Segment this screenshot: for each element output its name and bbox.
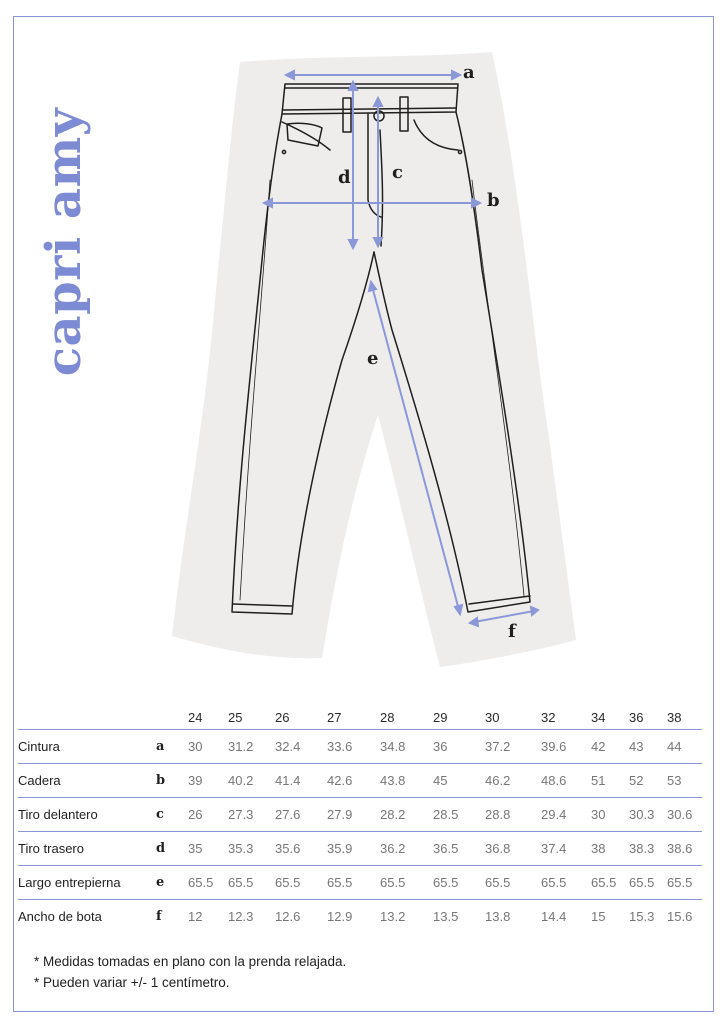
- size-header-row: [18, 705, 702, 730]
- table-row: [18, 764, 702, 798]
- table-cell: 14.4: [541, 909, 567, 924]
- measure-name: Ancho de bota: [18, 909, 102, 924]
- size-header: 26: [275, 709, 290, 725]
- table-cell: 13.2: [380, 909, 406, 924]
- table-cell: 51: [591, 773, 606, 788]
- measure-letter: c: [156, 807, 164, 822]
- table-cell: 35.9: [327, 841, 353, 856]
- table-cell: 15: [591, 909, 606, 924]
- measure-letter: e: [156, 875, 165, 890]
- header-spacer-letter: [156, 705, 188, 730]
- measure-label-a: a: [463, 62, 475, 83]
- table-cell: 27.9: [327, 807, 353, 822]
- table-cell: 15.6: [667, 909, 693, 924]
- table-cell: 13.5: [433, 909, 459, 924]
- table-cell: 28.5: [433, 807, 459, 822]
- measure-label-e: e: [367, 348, 379, 369]
- table-cell: 27.6: [275, 807, 301, 822]
- table-cell: 42.6: [327, 773, 353, 788]
- table-row: [18, 798, 702, 832]
- table-cell: 31.2: [228, 739, 254, 754]
- table-cell: 45: [433, 773, 448, 788]
- table-cell: 53: [667, 773, 682, 788]
- footnote: * Medidas tomadas en plano con la prenda relajada.: [34, 954, 347, 969]
- table-cell: 26: [188, 807, 203, 822]
- table-cell: 65.5: [629, 875, 655, 890]
- table-cell: 65.5: [667, 875, 693, 890]
- table-cell: 38.3: [629, 841, 655, 856]
- size-header: 28: [380, 709, 395, 725]
- size-chart-table: [18, 705, 702, 933]
- table-cell: 36.5: [433, 841, 459, 856]
- table-cell: 65.5: [591, 875, 617, 890]
- table-row: [18, 900, 702, 934]
- table-row: [18, 832, 702, 866]
- table-cell: 28.8: [485, 807, 511, 822]
- table-cell: 37.4: [541, 841, 567, 856]
- table-cell: 38: [591, 841, 606, 856]
- header-spacer: [18, 705, 156, 730]
- size-header: 27: [327, 709, 342, 725]
- table-row: [18, 730, 702, 764]
- measure-label-f: f: [508, 621, 516, 642]
- size-header: 32: [541, 709, 556, 725]
- table-cell: 65.5: [541, 875, 567, 890]
- table-cell: 12.9: [327, 909, 353, 924]
- table-cell: 65.5: [327, 875, 353, 890]
- table-cell: 36.8: [485, 841, 511, 856]
- size-header: 29: [433, 709, 448, 725]
- footnote: * Pueden variar +/- 1 centímetro.: [34, 975, 230, 990]
- table-cell: 30.6: [667, 807, 693, 822]
- table-cell: 65.5: [275, 875, 301, 890]
- table-cell: 36: [433, 739, 448, 754]
- table-cell: 35.3: [228, 841, 254, 856]
- table-cell: 33.6: [327, 739, 353, 754]
- table-cell: 12.6: [275, 909, 301, 924]
- table-cell: 12: [188, 909, 203, 924]
- product-title-text: capri amy: [36, 107, 92, 377]
- table-cell: 41.4: [275, 773, 301, 788]
- table-cell: 30.3: [629, 807, 655, 822]
- measure-letter: a: [156, 739, 165, 754]
- measure-name: Largo entrepierna: [18, 875, 121, 890]
- table-cell: 65.5: [228, 875, 254, 890]
- table-cell: 12.3: [228, 909, 254, 924]
- table-cell: 43.8: [380, 773, 406, 788]
- size-header: 25: [228, 709, 243, 725]
- table-cell: 65.5: [433, 875, 459, 890]
- table-cell: 65.5: [485, 875, 511, 890]
- table-cell: 65.5: [380, 875, 406, 890]
- table-cell: 39: [188, 773, 203, 788]
- table-cell: 46.2: [485, 773, 511, 788]
- measure-name: Cadera: [18, 773, 61, 788]
- table-cell: 42: [591, 739, 606, 754]
- table-cell: 44: [667, 739, 682, 754]
- size-header: 36: [629, 709, 644, 725]
- table-cell: 30: [188, 739, 203, 754]
- table-cell: 13.8: [485, 909, 511, 924]
- measure-letter: f: [156, 909, 162, 924]
- table-cell: 43: [629, 739, 644, 754]
- measure-label-d: d: [338, 167, 351, 188]
- table-cell: 30: [591, 807, 606, 822]
- table-cell: 15.3: [629, 909, 655, 924]
- table-row: [18, 866, 702, 900]
- table-cell: 52: [629, 773, 644, 788]
- measure-name: Tiro delantero: [18, 807, 98, 822]
- table-cell: 65.5: [188, 875, 214, 890]
- table-cell: 35.6: [275, 841, 301, 856]
- footnotes: [34, 951, 346, 993]
- measure-label-b: b: [487, 190, 500, 211]
- table-cell: 27.3: [228, 807, 254, 822]
- table-cell: 29.4: [541, 807, 567, 822]
- size-header: 38: [667, 709, 682, 725]
- table-cell: 48.6: [541, 773, 567, 788]
- table-cell: 38.6: [667, 841, 693, 856]
- table-cell: 34.8: [380, 739, 406, 754]
- table-cell: 28.2: [380, 807, 406, 822]
- table-cell: 39.6: [541, 739, 567, 754]
- measure-name: Tiro trasero: [18, 841, 84, 856]
- table-cell: 37.2: [485, 739, 511, 754]
- table-cell: 32.4: [275, 739, 301, 754]
- measure-label-c: c: [392, 162, 403, 183]
- size-header: 30: [485, 709, 500, 725]
- size-header: 34: [591, 709, 606, 725]
- table-cell: 35: [188, 841, 203, 856]
- measure-letter: b: [156, 773, 166, 788]
- table-cell: 36.2: [380, 841, 406, 856]
- measure-letter: d: [156, 841, 166, 856]
- measure-name: Cintura: [18, 739, 60, 754]
- table-cell: 40.2: [228, 773, 254, 788]
- size-header: 24: [188, 709, 203, 725]
